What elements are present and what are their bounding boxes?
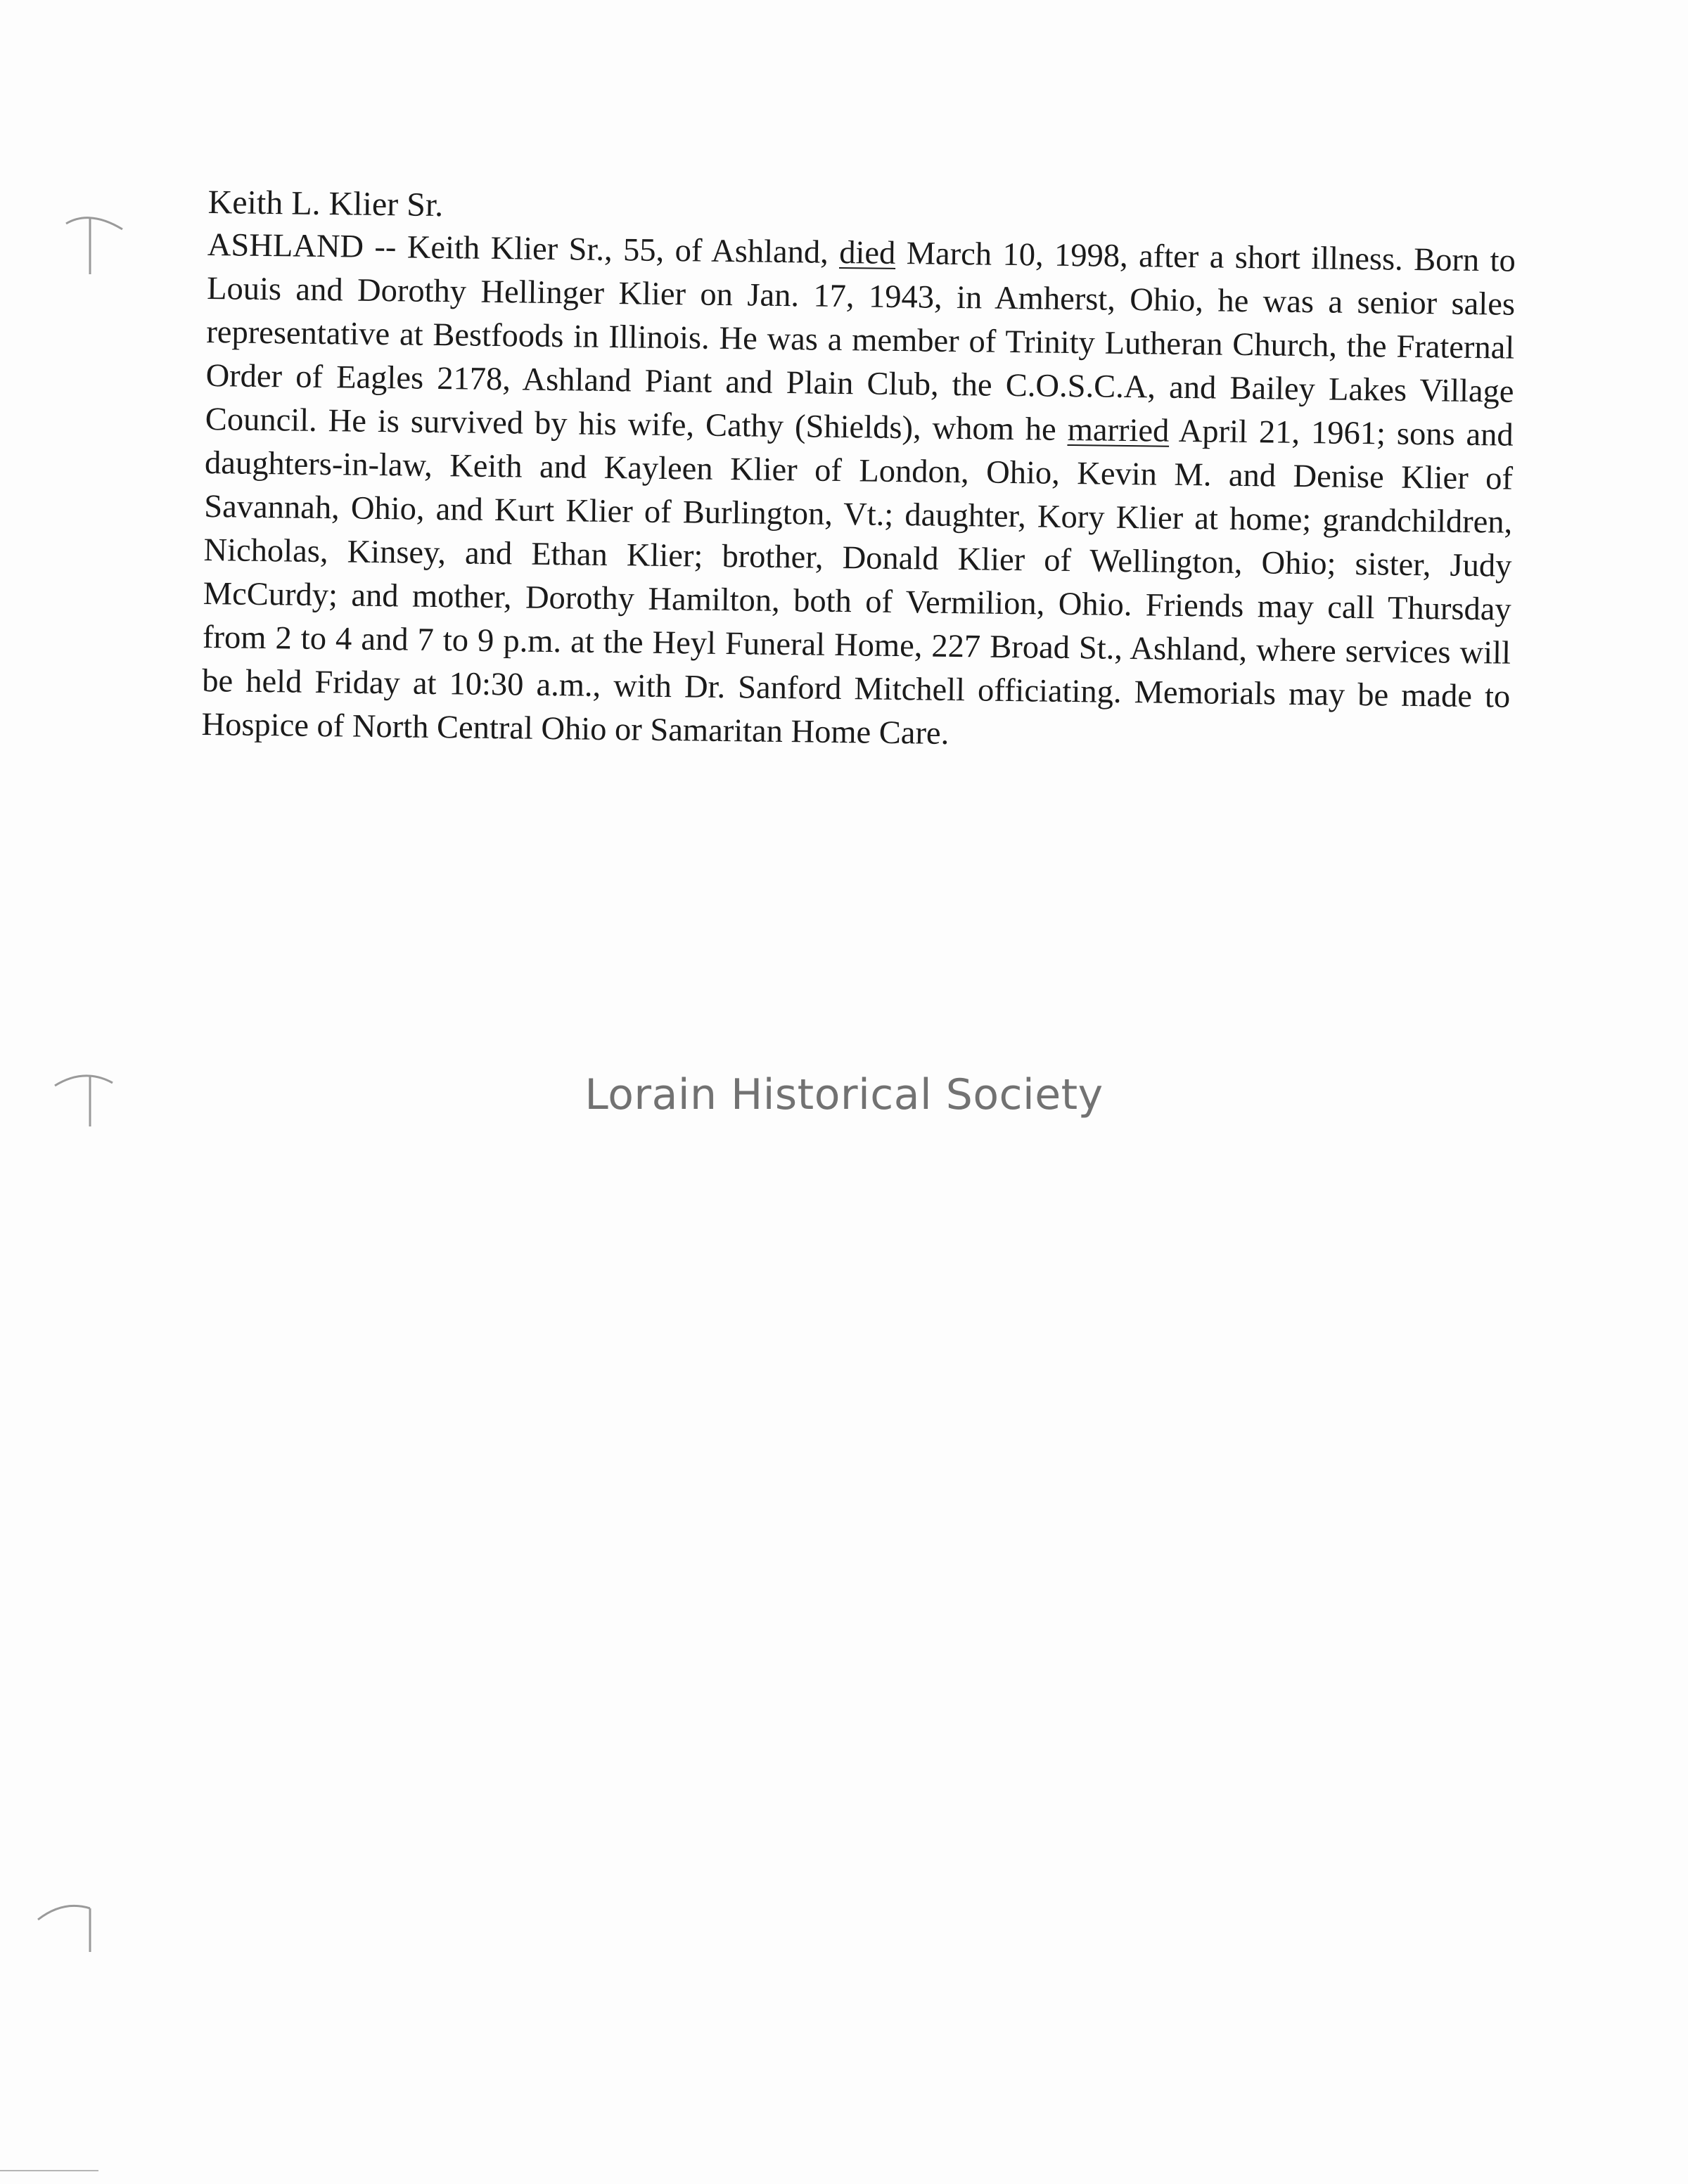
underlined-word-married: married bbox=[1067, 411, 1170, 449]
obituary-text-part1: ASHLAND -- Keith Klier Sr., 55, of Ashland, bbox=[207, 226, 840, 271]
obituary-name: Keith L. Klier Sr. bbox=[207, 183, 444, 224]
obituary-text-part2: March 10, 1998, after a short illness. Born to Louis and Dorothy Hellinger Klier on Jan. 17, 1943, in Amherst, Ohio, he was a senior sales representative at Bestfoods in Illinois. He was a member of Trinity Lutheran Church, the Fraternal Order of Eagles 2178, Ashland Piant and Plain Club, the C.O.S.C.A, and Bailey Lakes Village Council. He is survived by his wife, Cathy (Shields), whom he bbox=[205, 235, 1516, 448]
scan-edge-line bbox=[0, 2170, 98, 2171]
watermark-text: Lorain Historical Society bbox=[584, 1070, 1104, 1119]
obituary-text-part3: April 21, 1961; sons and daughters-in-law, Keith and Kayleen Klier of London, Ohio, Kevin M. and Denise Klier of Savannah, Ohio, and Kurt Klier of Burlington, Vt.; daughter, Kory Klier at home; grandchildren, Nicholas, Kinsey, and Ethan Klier; brother, Donald Klier of Wellington, Ohio; sister, Judy McCurdy; and mother, Dorothy Hamilton, both of Vermilion, Ohio. Friends may call Thursday from 2 to 4 and 7 to 9 p.m. at the Heyl Funeral Home, 227 Broad St., Ashland, where services will be held Friday at 10:30 a.m., with Dr. Sanford Mitchell officiating. Memorials may be made to Hospice of North Central Ohio or Samaritan Home Care. bbox=[201, 413, 1514, 752]
punch-hole-mark-bottom bbox=[35, 1896, 103, 1963]
obituary-block bbox=[201, 181, 1516, 763]
obituary-body bbox=[201, 224, 1516, 763]
punch-hole-mark-top bbox=[62, 208, 129, 276]
underlined-word-died: died bbox=[838, 234, 896, 271]
